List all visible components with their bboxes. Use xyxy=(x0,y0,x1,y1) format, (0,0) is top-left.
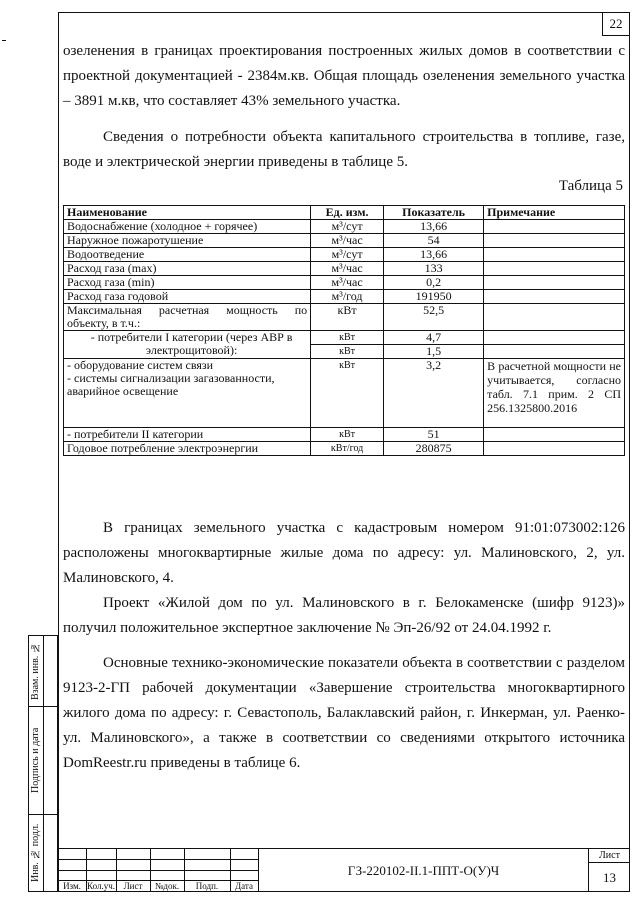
table-row xyxy=(64,359,625,428)
label-podp: Подп. xyxy=(195,881,219,891)
row-unit: кВт xyxy=(311,359,384,428)
table-header-row xyxy=(64,206,625,220)
row-value: 13,66 xyxy=(384,248,484,262)
label-list: Лист xyxy=(123,881,143,891)
title-block xyxy=(58,848,630,892)
row-note xyxy=(484,304,625,331)
header-unit: Ед. изм. xyxy=(311,206,384,220)
row-note xyxy=(484,248,625,262)
table-row xyxy=(64,220,625,234)
utilities-table xyxy=(63,205,625,456)
paragraph-indicators: Основные технико-экономические показатели объекта в соответствии с разделом 9123-2-ГП рабочей документации «Завершение строительства многоквартирного жилого дома по адресу: г. Севастополь, Балаклавский район, г. Инкерман, ул. Раенко-ул. Малиновского», а также в соответствии со сведениями открытого источника DomReestr.ru приведены в таблице 6. xyxy=(63,655,625,771)
row-note xyxy=(484,442,625,456)
revision-grid xyxy=(58,848,258,892)
table-row xyxy=(64,442,625,456)
row-value: 280875 xyxy=(384,442,484,456)
sheet-label: Лист xyxy=(589,849,630,863)
margin-tick xyxy=(2,40,6,41)
label-koluch: Кол.уч. xyxy=(87,881,115,891)
table-row xyxy=(64,290,625,304)
table-row xyxy=(64,428,625,442)
row-unit: м³/час xyxy=(311,276,384,290)
label-data: Дата xyxy=(235,881,253,891)
row-name: Водоотведение xyxy=(64,248,311,262)
row-note xyxy=(484,428,625,442)
row-unit: кВт xyxy=(311,345,384,359)
row-value: 51 xyxy=(384,428,484,442)
row-name: Водоснабжение (холодное + горячее) xyxy=(64,220,311,234)
row-unit: кВт xyxy=(311,304,384,331)
side-label-inv: Инв. № подл. xyxy=(30,823,41,882)
row-value: 54 xyxy=(384,234,484,248)
row-note: В расчетной мощности не учитывается, согласно табл. 7.1 прим. 2 СП 256.1325800.2016 xyxy=(484,359,625,428)
paragraph-table5-intro: Сведения о потребности объекта капитального строительства в топливе, газе, воде и электрической энергии приведены в таблице 5. xyxy=(63,129,625,170)
label-izm: Изм. xyxy=(63,881,81,891)
header-name: Наименование xyxy=(64,206,311,220)
row-note xyxy=(484,276,625,290)
sheet-box xyxy=(588,848,630,892)
row-unit: кВт/год xyxy=(311,442,384,456)
page-number-top: 22 xyxy=(602,13,629,36)
paragraph-greening: озеленения в границах проектирования построенных жилых домов в соответствии с проектной документацией - 2384м.кв. Общая площадь озеленения земельного участка – 3891 м.кв, что составляет 43% земельного участка. xyxy=(63,43,625,109)
header-note: Примечание xyxy=(484,206,625,220)
page-frame xyxy=(58,12,630,892)
row-note xyxy=(484,290,625,304)
table-row xyxy=(64,234,625,248)
table-row xyxy=(64,276,625,290)
row-name: - потребители II категории xyxy=(64,428,311,442)
row-note xyxy=(484,331,625,345)
row-name: Годовое потребление электроэнергии xyxy=(64,442,311,456)
row-value: 13,66 xyxy=(384,220,484,234)
document-code: ГЗ-220102-II.1-ППТ-О(У)Ч xyxy=(258,848,588,892)
row-name: Максимальная расчетная мощность по объекту, в т.ч.: xyxy=(64,304,311,331)
sheet-number: 13 xyxy=(603,870,616,885)
row-value: 4,7 xyxy=(384,331,484,345)
label-ndok: №док. xyxy=(154,881,180,891)
row-value: 1,5 xyxy=(384,345,484,359)
table-row xyxy=(64,248,625,262)
row-unit: м³/сут xyxy=(311,220,384,234)
row-name: - потребители I категории (через АВР в электрощитовой): xyxy=(64,331,311,359)
table-label: Таблица 5 xyxy=(558,178,623,194)
side-label-podpis: Подпись и дата xyxy=(30,727,41,793)
row-note xyxy=(484,234,625,248)
header-value: Показатель xyxy=(384,206,484,220)
row-unit: м³/час xyxy=(311,262,384,276)
paragraph-expertise: Проект «Жилой дом по ул. Малиновского в г. Белокаменске (шифр 9123)» получил положительное экспертное заключение № Эп-26/92 от 24.04.1992 г. xyxy=(63,595,625,636)
row-value: 52,5 xyxy=(384,304,484,331)
row-value: 3,2 xyxy=(384,359,484,428)
paragraph-cadastral: В границах земельного участка с кадастровым номером 91:01:073002:126 расположены многоквартирные жилые дома по адресу: ул. Малиновского, 2, ул. Малиновского, 4. xyxy=(63,520,625,586)
table-row xyxy=(64,262,625,276)
table-row xyxy=(64,331,625,345)
row-name: Расход газа (min) xyxy=(64,276,311,290)
row-unit: м³/сут xyxy=(311,248,384,262)
row-name: Расход газа годовой xyxy=(64,290,311,304)
row-name: Расход газа (max) xyxy=(64,262,311,276)
row-value: 133 xyxy=(384,262,484,276)
row-unit: м³/час xyxy=(311,234,384,248)
row-note xyxy=(484,345,625,359)
row-note xyxy=(484,262,625,276)
row-unit: кВт xyxy=(311,428,384,442)
row-name: - оборудование систем связи - системы сигнализации загазованности, аварийное освещение xyxy=(64,359,311,428)
row-value: 191950 xyxy=(384,290,484,304)
row-unit: кВт xyxy=(311,331,384,345)
row-value: 0,2 xyxy=(384,276,484,290)
table-row xyxy=(64,304,625,331)
side-label-vzam: Взам. инв. № xyxy=(30,642,41,700)
side-stamp xyxy=(28,635,58,892)
row-name: Наружное пожаротушение xyxy=(64,234,311,248)
row-note xyxy=(484,220,625,234)
row-unit: м³/год xyxy=(311,290,384,304)
